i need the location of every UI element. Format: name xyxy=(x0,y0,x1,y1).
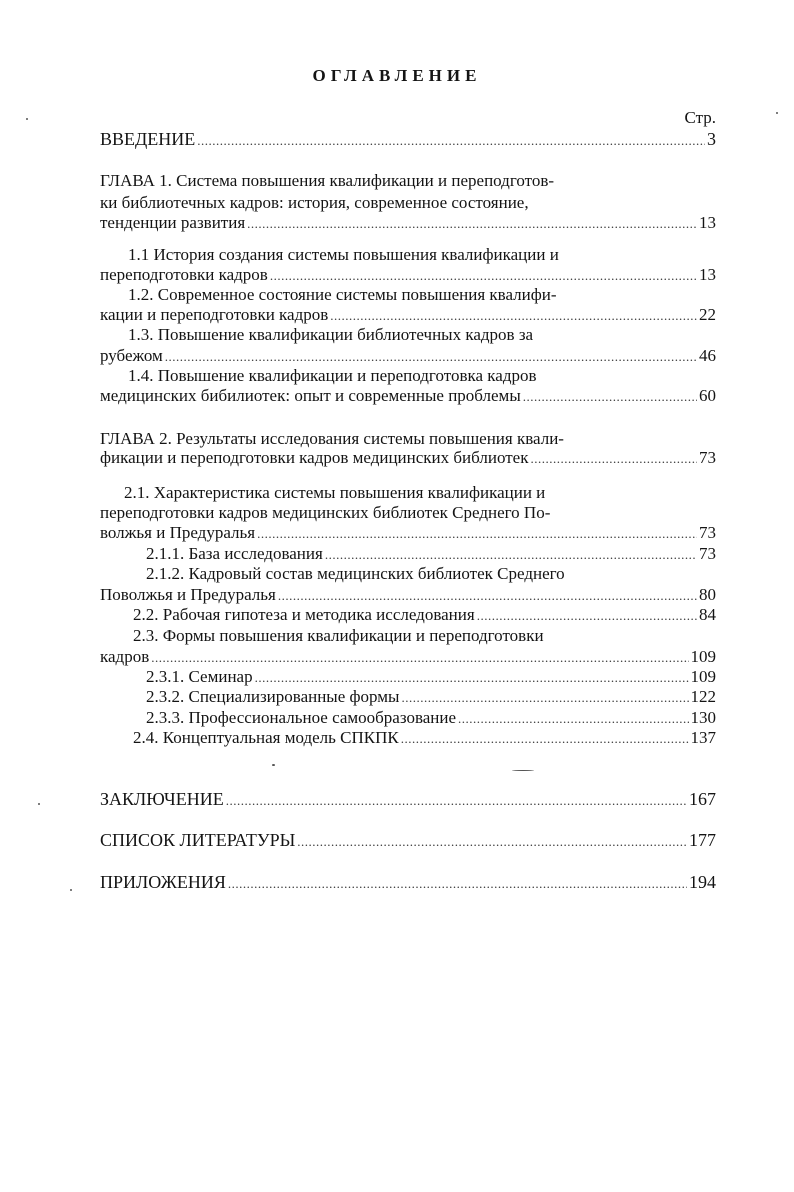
toc-section-1-2-line2[interactable]: кации и переподготовки кадров ..... 22 xyxy=(100,304,716,326)
dot-leader xyxy=(247,213,697,235)
toc-entry-page: 177 xyxy=(689,830,716,850)
toc-entry-page: 46 xyxy=(699,346,716,365)
toc-section-2-1-line3[interactable]: волжья и Предуралья ..... 73 xyxy=(100,522,716,544)
toc-section-2-3-line1[interactable]: 2.3. Формы повышения квалификации и переподготовки xyxy=(133,626,544,645)
toc-section-2-4[interactable]: 2.4. Концептуальная модель СПКПК ..... 137 xyxy=(133,727,716,749)
page-title: ОГЛАВЛЕНИЕ xyxy=(312,66,482,85)
toc-section-1-3-line1[interactable]: 1.3. Повышение квалификации библиотечных кадров за xyxy=(128,325,534,344)
toc-entry-references[interactable]: СПИСОК ЛИТЕРАТУРЫ ..... 177 xyxy=(100,829,716,851)
toc-entry-page: 122 xyxy=(690,687,716,706)
toc-entry-page: 194 xyxy=(689,872,716,892)
toc-entry-page: 60 xyxy=(699,386,716,405)
toc-entry-page: 130 xyxy=(690,708,716,727)
toc-chapter1-line1[interactable]: ГЛАВА 1. Система повышения квалификации и переподготов- xyxy=(100,171,555,190)
dot-leader xyxy=(228,873,687,895)
toc-section-2-2[interactable]: 2.2. Рабочая гипотеза и методика исследования ..... 84 xyxy=(133,604,716,626)
scan-speck xyxy=(776,112,778,114)
toc-section-2-3-line2[interactable]: кадров ..... 109 xyxy=(100,646,716,668)
toc-section-2-1-2-line1[interactable]: 2.1.2. Кадровый состав медицинских библиотек Среднего xyxy=(146,564,565,583)
toc-section-2-1-line2[interactable]: переподготовки кадров медицинских библиотек Среднего По- xyxy=(100,503,551,522)
toc-section-1-1-line2[interactable]: переподготовки кадров ..... 13 xyxy=(100,264,716,286)
dot-leader xyxy=(257,523,697,545)
toc-entry-page: 73 xyxy=(699,523,716,542)
toc-entry-conclusion[interactable]: ЗАКЛЮЧЕНИЕ ..... 167 xyxy=(100,788,716,810)
scan-speck xyxy=(38,803,40,805)
toc-section-2-3-2[interactable]: 2.3.2. Специализированные формы ..... 122 xyxy=(146,686,716,708)
toc-chapter2-line2[interactable]: фикации и переподготовки кадров медицинских библиотек ..... 73 xyxy=(100,447,716,469)
toc-section-1-4-line1[interactable]: 1.4. Повышение квалификации и переподготовка кадров xyxy=(128,366,537,385)
scan-speck xyxy=(26,118,28,120)
page-column-label: Стр. xyxy=(684,108,716,127)
toc-section-1-4-line2[interactable]: медицинских бибилиотек: опыт и современные проблемы ..... 60 xyxy=(100,385,716,407)
dot-leader xyxy=(401,728,689,750)
dot-leader xyxy=(226,790,687,812)
toc-entry-intro[interactable] xyxy=(100,128,716,150)
toc-entry-page: 13 xyxy=(699,265,716,284)
toc-entry-page: 84 xyxy=(699,605,716,624)
toc-section-1-2-line1[interactable]: 1.2. Современное состояние системы повышения квалифи- xyxy=(128,285,557,304)
toc-entry-page: 109 xyxy=(690,647,716,666)
toc-section-2-1-2-line2[interactable]: Поволжья и Предуралья ..... 80 xyxy=(100,584,716,606)
toc-entry-title: ВВЕДЕНИЕ xyxy=(100,129,196,149)
toc-entry-page: 167 xyxy=(689,789,716,809)
toc-section-2-1-1[interactable]: 2.1.1. База исследования ..... 73 xyxy=(146,543,716,565)
dot-leader xyxy=(197,130,705,152)
toc-entry-page: 22 xyxy=(699,305,716,324)
toc-entry-appendices[interactable]: ПРИЛОЖЕНИЯ ..... 194 xyxy=(100,871,716,893)
dot-leader xyxy=(523,386,697,408)
dot-leader xyxy=(297,831,687,853)
toc-entry-page: 3 xyxy=(707,129,716,149)
toc-section-2-3-1[interactable]: 2.3.1. Семинар ..... 109 xyxy=(146,666,716,688)
toc-entry-page: 73 xyxy=(699,448,716,467)
scan-speck xyxy=(70,889,72,891)
toc-section-1-1-line1[interactable]: 1.1 История создания системы повышения квалификации и xyxy=(128,245,559,264)
toc-chapter2-line1[interactable]: ГЛАВА 2. Результаты исследования системы повышения квали- xyxy=(100,429,564,448)
toc-chapter1-line2[interactable]: ки библиотечных кадров: история, современное состояние, xyxy=(100,193,529,212)
toc-entry-page: 80 xyxy=(699,585,716,604)
toc-chapter1-line3[interactable]: тенденции развития ..... 13 xyxy=(100,212,716,234)
dot-leader xyxy=(477,605,697,627)
toc-section-2-3-3[interactable]: 2.3.3. Профессиональное самообразование ..... 130 xyxy=(146,707,716,729)
dot-leader xyxy=(401,687,688,709)
toc-entry-page: 13 xyxy=(699,213,716,232)
scan-speck xyxy=(272,764,275,766)
toc-section-2-1-line1[interactable]: 2.1. Характеристика системы повышения квалификации и xyxy=(124,483,546,502)
toc-section-1-3-line2[interactable]: рубежом ..... 46 xyxy=(100,345,716,367)
toc-entry-page: 109 xyxy=(690,667,716,686)
toc-entry-page: 137 xyxy=(690,728,716,747)
toc-entry-page: 73 xyxy=(699,544,716,563)
scan-speck xyxy=(512,770,534,771)
dot-leader xyxy=(530,448,697,470)
